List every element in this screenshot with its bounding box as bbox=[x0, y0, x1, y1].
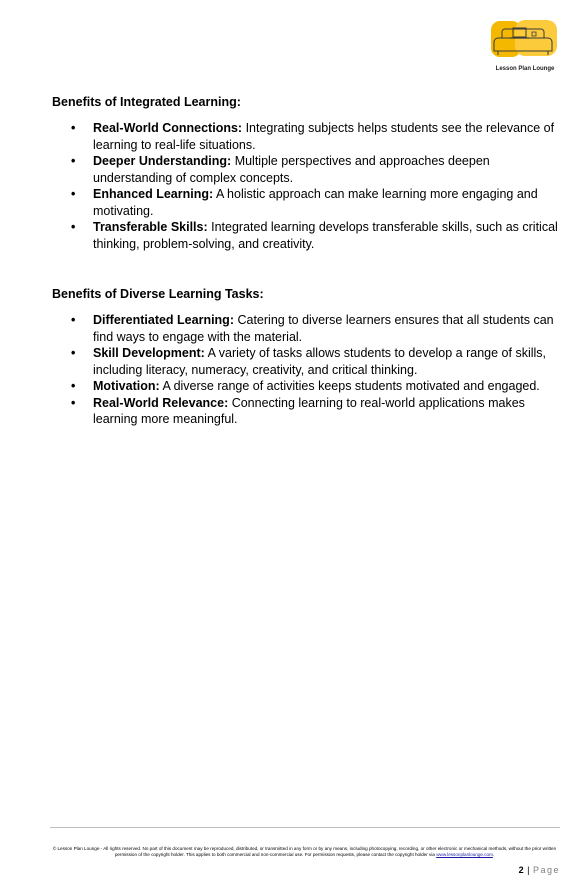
bullet-icon: • bbox=[71, 187, 76, 201]
bullet-icon: • bbox=[71, 379, 76, 393]
item-term: Motivation: bbox=[93, 379, 160, 393]
footer-divider bbox=[50, 827, 560, 828]
item-term: Real-World Relevance: bbox=[93, 395, 229, 410]
item-term: Transferable Skills: bbox=[93, 220, 208, 234]
list-item bbox=[52, 312, 562, 345]
list-item bbox=[52, 120, 562, 153]
item-term: Differentiated Learning: bbox=[93, 313, 234, 327]
page-label: Page bbox=[532, 865, 560, 875]
list-item bbox=[52, 345, 562, 378]
bullet-icon: • bbox=[71, 313, 76, 327]
item-text: Connecting learning to real-world applications makes learning more meaningful. bbox=[93, 395, 525, 426]
section-integrated-learning bbox=[52, 94, 562, 252]
list-item bbox=[52, 395, 562, 428]
copyright-suffix: . bbox=[492, 852, 495, 857]
list-item bbox=[52, 378, 562, 395]
section-heading: Benefits of Diverse Learning Tasks: bbox=[52, 287, 264, 301]
list-item bbox=[52, 186, 562, 219]
item-text: Integrating subjects helps students see the relevance of learning to real-life situations. bbox=[93, 121, 555, 152]
brand-logo bbox=[489, 18, 561, 76]
copyright-notice bbox=[52, 846, 557, 858]
list-item bbox=[52, 153, 562, 186]
item-text: A variety of tasks allows students to develop a range of skills, including literacy, numeracy, creativity, and critical thinking. bbox=[93, 346, 546, 377]
item-text: A holistic approach can make learning more engaging and motivating. bbox=[93, 187, 538, 218]
item-text: Integrated learning develops transferable skills, such as critical thinking, problem-solving, and creativity. bbox=[93, 220, 558, 251]
bullet-icon: • bbox=[71, 346, 76, 360]
sofa-with-laptop-icon bbox=[489, 18, 561, 64]
item-text: Catering to diverse learners ensures that all students can find ways to engage with the material. bbox=[93, 313, 554, 344]
section-heading: Benefits of Integrated Learning: bbox=[52, 95, 241, 109]
bullet-icon: • bbox=[71, 121, 76, 135]
logo-wordmark: Lesson Plan Lounge bbox=[495, 66, 555, 72]
copyright-text: © Lesson Plan Lounge - All rights reserved. No part of this document may be reproduced, distributed, or transmitted in any form or by any means, including photocopying, recording, or other electronic or mechanical methods, without the prior written permission of the copyright holder. This applies to both commercial and non-commercial use. For permission requests, please contact the copyright holder via bbox=[52, 846, 557, 857]
website-link[interactable]: www.lessonplanlounge.com bbox=[436, 852, 493, 857]
item-text: A diverse range of activities keeps students motivated and engaged. bbox=[159, 379, 540, 393]
bullet-icon: • bbox=[71, 395, 76, 410]
benefits-list bbox=[52, 120, 562, 252]
list-item bbox=[52, 219, 562, 252]
section-diverse-learning-tasks bbox=[52, 286, 562, 428]
item-term: Enhanced Learning: bbox=[93, 187, 214, 201]
page-number-value: 2 bbox=[518, 865, 525, 875]
item-term: Skill Development: bbox=[93, 346, 205, 360]
benefits-list bbox=[52, 312, 562, 428]
item-term: Deeper Understanding: bbox=[93, 154, 232, 168]
item-text: Multiple perspectives and approaches deepen understanding of complex concepts. bbox=[93, 154, 490, 185]
bullet-icon: • bbox=[71, 220, 76, 234]
page-number bbox=[519, 865, 560, 875]
page-separator: | bbox=[524, 865, 533, 875]
bullet-icon: • bbox=[71, 154, 76, 168]
item-term: Real-World Connections: bbox=[93, 121, 243, 135]
